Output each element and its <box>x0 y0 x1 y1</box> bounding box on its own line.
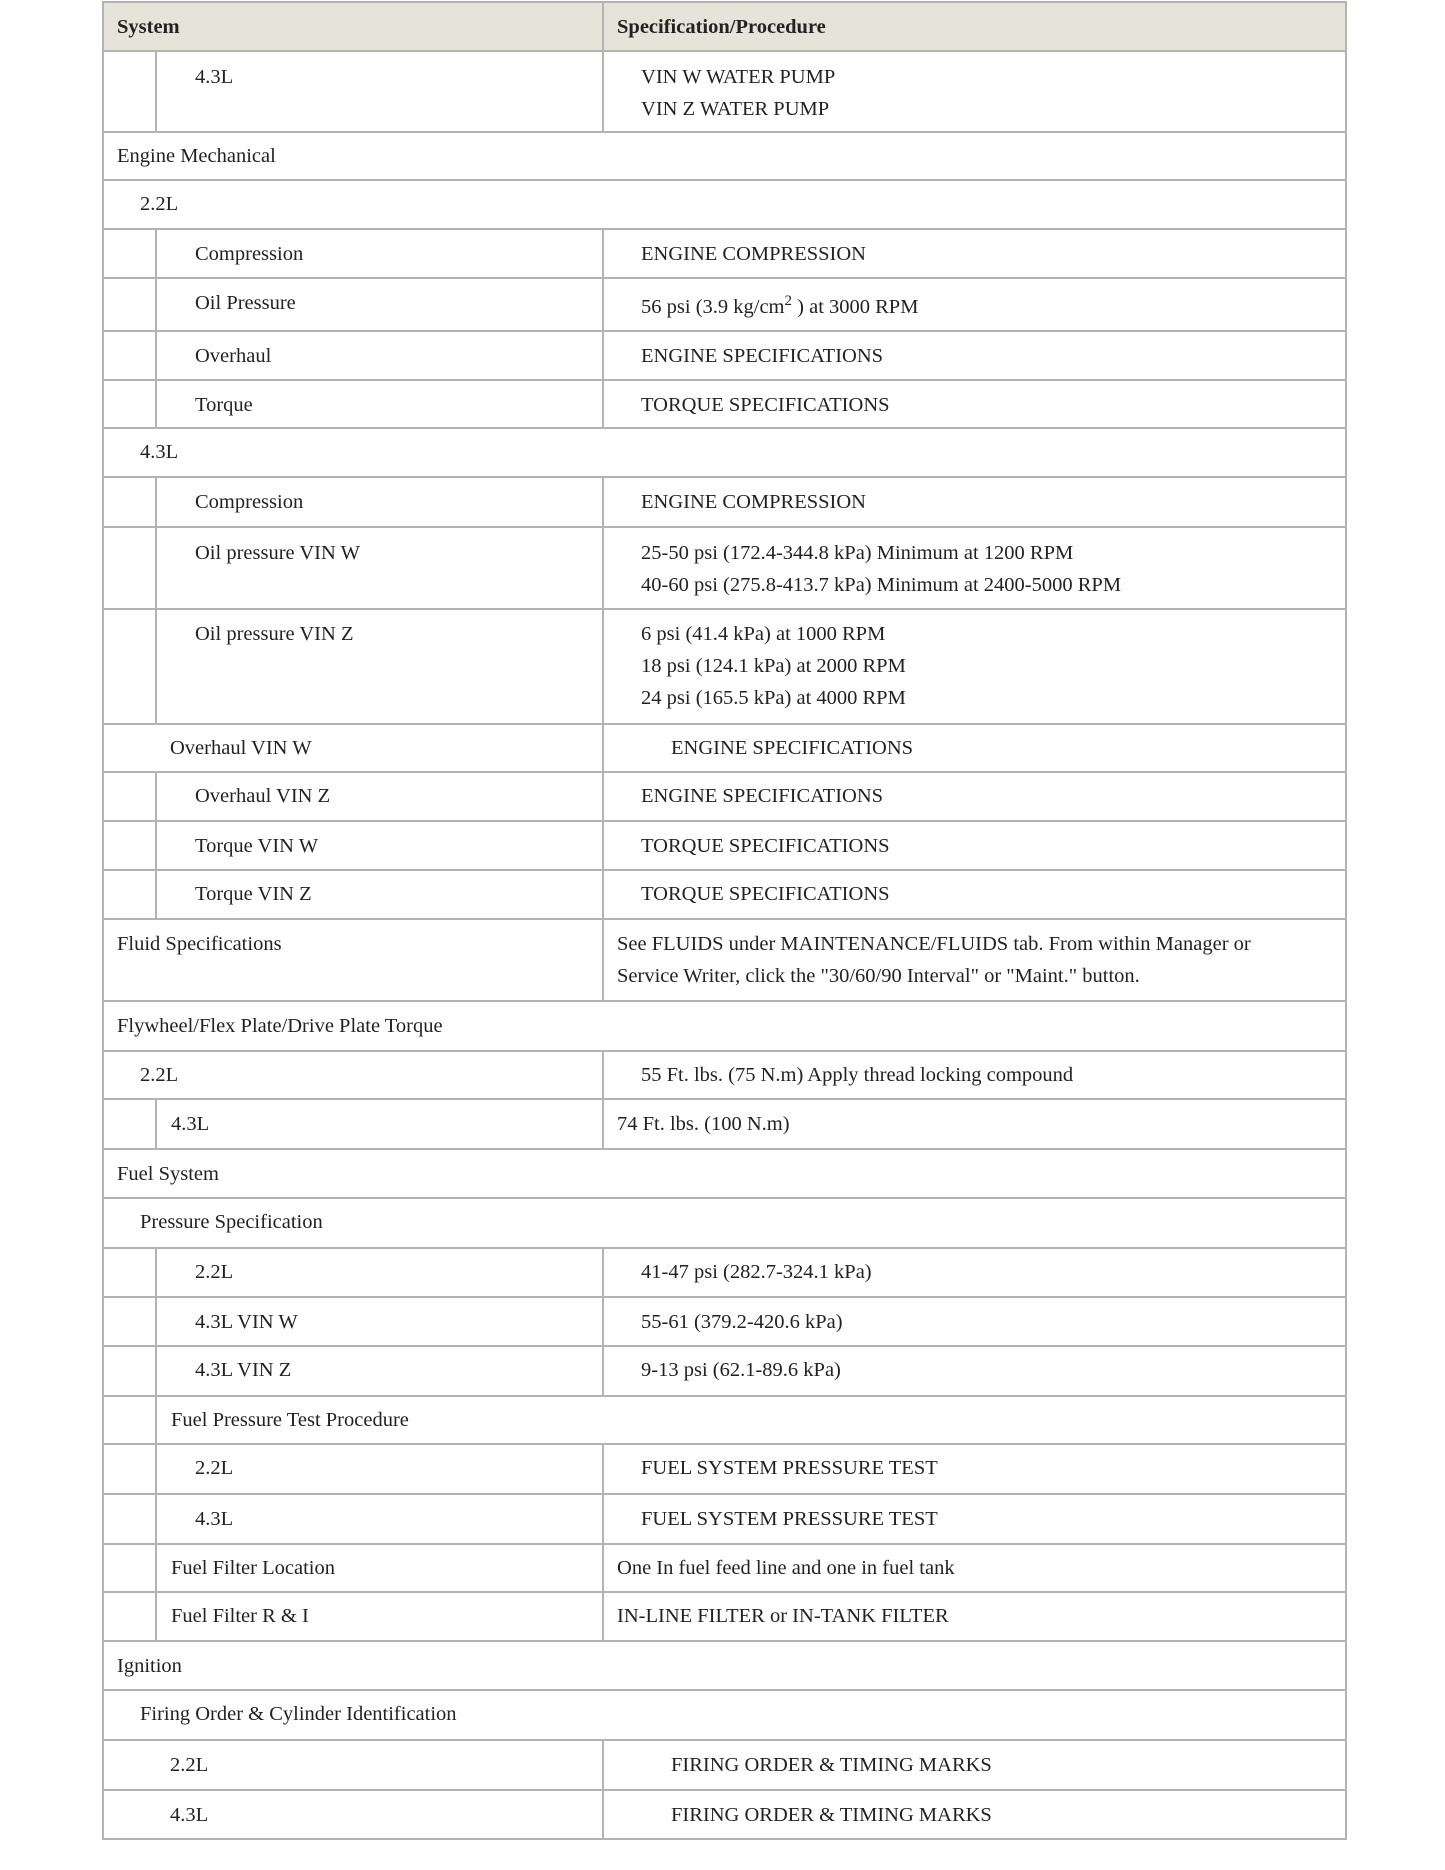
system-cell: 4.3L <box>156 51 603 132</box>
table-row <box>103 1740 1346 1790</box>
subsection-row <box>103 1396 1346 1444</box>
table-row <box>103 477 1346 527</box>
system-cell: Torque VIN W <box>156 821 603 870</box>
system-cell: Overhaul <box>156 331 603 380</box>
spec-cell: 41-47 psi (282.7-324.1 kPa) <box>603 1248 1346 1297</box>
table-row <box>103 527 1346 609</box>
spec-text: 56 psi (3.9 kg/cm <box>641 296 785 318</box>
indent-cell <box>103 1346 156 1396</box>
subsection-row <box>103 1198 1346 1248</box>
spec-cell: FIRING ORDER & TIMING MARKS <box>603 1790 1346 1839</box>
spec-cell: ENGINE SPECIFICATIONS <box>603 724 1346 772</box>
header-system: System <box>103 2 603 51</box>
table-row <box>103 380 1346 428</box>
system-cell: Fuel Filter R & I <box>156 1592 603 1641</box>
spec-line: 18 psi (124.1 kPa) at 2000 RPM <box>641 655 906 677</box>
subsection-heading: 2.2L <box>103 180 1346 229</box>
superscript: 2 <box>784 293 793 310</box>
indent-cell <box>103 1396 156 1444</box>
section-heading: Engine Mechanical <box>103 132 1346 180</box>
system-cell: Compression <box>156 229 603 278</box>
spec-cell: FUEL SYSTEM PRESSURE TEST <box>603 1444 1346 1494</box>
system-cell: 2.2L <box>156 1444 603 1494</box>
spec-cell <box>603 278 1346 331</box>
spec-cell: TORQUE SPECIFICATIONS <box>603 870 1346 919</box>
spec-cell <box>603 609 1346 724</box>
spec-cell: IN-LINE FILTER or IN-TANK FILTER <box>603 1592 1346 1641</box>
spec-line: VIN W WATER PUMP <box>641 66 836 88</box>
specifications-table <box>102 1 1347 1840</box>
table-row <box>103 1248 1346 1297</box>
table-row <box>103 772 1346 821</box>
system-cell: Overhaul VIN W <box>103 724 603 772</box>
system-cell: 2.2L <box>156 1248 603 1297</box>
subsection-row <box>103 1690 1346 1740</box>
spec-line: Service Writer, click the "30/60/90 Interval" or "Maint." button. <box>617 965 1140 987</box>
section-row <box>103 1641 1346 1690</box>
table-row <box>103 278 1346 331</box>
indent-cell <box>103 870 156 919</box>
spec-line: 6 psi (41.4 kPa) at 1000 RPM <box>641 623 886 645</box>
system-cell: Torque <box>156 380 603 428</box>
indent-cell <box>103 477 156 527</box>
indent-cell <box>103 1297 156 1346</box>
table-row <box>103 229 1346 278</box>
spec-line: 40-60 psi (275.8-413.7 kPa) Minimum at 2400-5000 RPM <box>641 574 1122 596</box>
spec-line: 24 psi (165.5 kPa) at 4000 RPM <box>641 687 906 709</box>
indent-cell <box>103 1494 156 1544</box>
system-cell: 4.3L <box>156 1099 603 1149</box>
indent-cell <box>103 1099 156 1149</box>
indent-cell <box>103 527 156 609</box>
section-heading: Fuel System <box>103 1149 1346 1198</box>
system-cell: 4.3L <box>156 1494 603 1544</box>
subsection-heading: Pressure Specification <box>103 1198 1346 1248</box>
table-row <box>103 821 1346 870</box>
system-cell: Fluid Specifications <box>103 919 603 1001</box>
system-cell: Fuel Filter Location <box>156 1544 603 1592</box>
system-cell: 4.3L VIN Z <box>156 1346 603 1396</box>
table-row <box>103 1099 1346 1149</box>
table-row <box>103 870 1346 919</box>
table-row <box>103 919 1346 1001</box>
spec-cell: 9-13 psi (62.1-89.6 kPa) <box>603 1346 1346 1396</box>
system-cell: 4.3L VIN W <box>156 1297 603 1346</box>
table-row <box>103 1494 1346 1544</box>
spec-cell <box>603 919 1346 1001</box>
spec-cell: 55 Ft. lbs. (75 N.m) Apply thread locking compound <box>603 1051 1346 1099</box>
spec-text: ) at 3000 RPM <box>792 296 919 318</box>
header-specification: Specification/Procedure <box>603 2 1346 51</box>
indent-cell <box>103 821 156 870</box>
indent-cell <box>103 772 156 821</box>
indent-cell <box>103 1444 156 1494</box>
spec-line: VIN Z WATER PUMP <box>641 98 830 120</box>
indent-cell <box>103 1544 156 1592</box>
subsection-row <box>103 180 1346 229</box>
spec-cell: ENGINE COMPRESSION <box>603 477 1346 527</box>
indent-cell <box>103 1592 156 1641</box>
indent-cell <box>103 331 156 380</box>
header-row <box>103 2 1346 51</box>
indent-cell <box>103 380 156 428</box>
indent-cell <box>103 278 156 331</box>
indent-cell <box>103 1248 156 1297</box>
section-row <box>103 1149 1346 1198</box>
table-row <box>103 1592 1346 1641</box>
spec-line: See FLUIDS under MAINTENANCE/FLUIDS tab. From within Manager or <box>617 933 1251 955</box>
indent-cell <box>103 609 156 724</box>
section-row <box>103 1001 1346 1051</box>
table-row <box>103 724 1346 772</box>
spec-cell: FUEL SYSTEM PRESSURE TEST <box>603 1494 1346 1544</box>
table-row <box>103 1346 1346 1396</box>
table-row <box>103 331 1346 380</box>
system-cell: Overhaul VIN Z <box>156 772 603 821</box>
spec-cell <box>603 527 1346 609</box>
system-cell: Torque VIN Z <box>156 870 603 919</box>
spec-cell: ENGINE SPECIFICATIONS <box>603 331 1346 380</box>
section-heading: Ignition <box>103 1641 1346 1690</box>
subsection-heading: 4.3L <box>103 428 1346 477</box>
section-row <box>103 132 1346 180</box>
system-cell: Compression <box>156 477 603 527</box>
table-row <box>103 1297 1346 1346</box>
table-row <box>103 609 1346 724</box>
subsection-heading: Fuel Pressure Test Procedure <box>156 1396 1346 1444</box>
system-cell: 4.3L <box>103 1790 603 1839</box>
table-row <box>103 1790 1346 1839</box>
spec-cell: TORQUE SPECIFICATIONS <box>603 380 1346 428</box>
section-heading: Flywheel/Flex Plate/Drive Plate Torque <box>103 1001 1346 1051</box>
indent-cell <box>103 229 156 278</box>
table-row <box>103 1444 1346 1494</box>
system-cell: Oil pressure VIN Z <box>156 609 603 724</box>
table-row <box>103 51 1346 132</box>
system-cell: Oil pressure VIN W <box>156 527 603 609</box>
table-row <box>103 1544 1346 1592</box>
spec-line: 25-50 psi (172.4-344.8 kPa) Minimum at 1200 RPM <box>641 542 1074 564</box>
spec-cell: 55-61 (379.2-420.6 kPa) <box>603 1297 1346 1346</box>
spec-cell: One In fuel feed line and one in fuel tank <box>603 1544 1346 1592</box>
table-row <box>103 1051 1346 1099</box>
spec-cell: ENGINE COMPRESSION <box>603 229 1346 278</box>
subsection-row <box>103 428 1346 477</box>
spec-cell: TORQUE SPECIFICATIONS <box>603 821 1346 870</box>
spec-cell <box>603 51 1346 132</box>
system-cell: 2.2L <box>103 1051 603 1099</box>
subsection-heading: Firing Order & Cylinder Identification <box>103 1690 1346 1740</box>
spec-cell: ENGINE SPECIFICATIONS <box>603 772 1346 821</box>
spec-cell: FIRING ORDER & TIMING MARKS <box>603 1740 1346 1790</box>
spec-cell: 74 Ft. lbs. (100 N.m) <box>603 1099 1346 1149</box>
system-cell: Oil Pressure <box>156 278 603 331</box>
system-cell: 2.2L <box>103 1740 603 1790</box>
indent-cell <box>103 51 156 132</box>
